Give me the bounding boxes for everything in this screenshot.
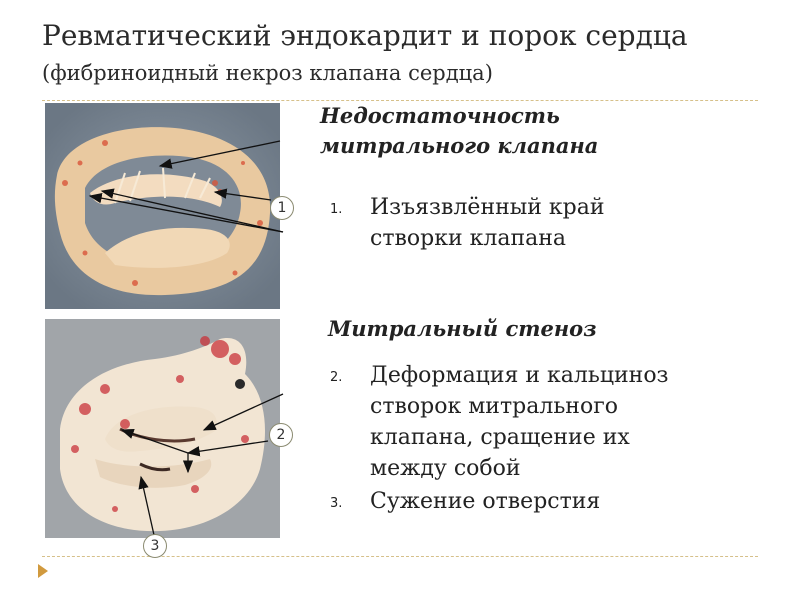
insufficiency-heading-line1: Недостаточность	[320, 103, 560, 128]
list-item-1-number: 1.	[330, 202, 343, 217]
callout-2	[269, 423, 293, 447]
list-item-1-line1: Изъязвлённый край	[370, 195, 605, 220]
slide-title: Ревматический эндокардит и порок сердца	[42, 19, 688, 52]
insufficiency-heading	[320, 101, 598, 161]
list-item-1-line2: створки клапана	[370, 226, 567, 251]
insufficiency-heading-line2: митрального клапана	[320, 133, 599, 158]
insufficiency-valve-photo	[45, 103, 280, 309]
stenosis-valve-photo	[45, 319, 280, 538]
stenosis-heading: Митральный стеноз	[328, 316, 597, 341]
list-item-2-number: 2.	[330, 370, 343, 385]
slide-nav-triangle-icon[interactable]	[38, 564, 48, 578]
list-item-2-line2: створок митрального	[370, 394, 618, 419]
list-item-2-line1: Деформация и кальциноз	[370, 363, 669, 388]
list-item-3-number: 3.	[330, 496, 343, 511]
callout-3-label: 3	[150, 538, 160, 554]
slide-subtitle: (фибриноидный некроз клапана сердца)	[42, 61, 493, 85]
list-item-2-line4: между собой	[370, 456, 521, 481]
callout-1	[270, 196, 294, 220]
callout-3	[143, 534, 167, 558]
callout-2-label: 2	[276, 427, 286, 443]
list-item-3-line1: Сужение отверстия	[370, 489, 601, 514]
list-item-2-line3: клапана, сращение их	[370, 425, 630, 450]
callout-1-label: 1	[277, 200, 287, 216]
